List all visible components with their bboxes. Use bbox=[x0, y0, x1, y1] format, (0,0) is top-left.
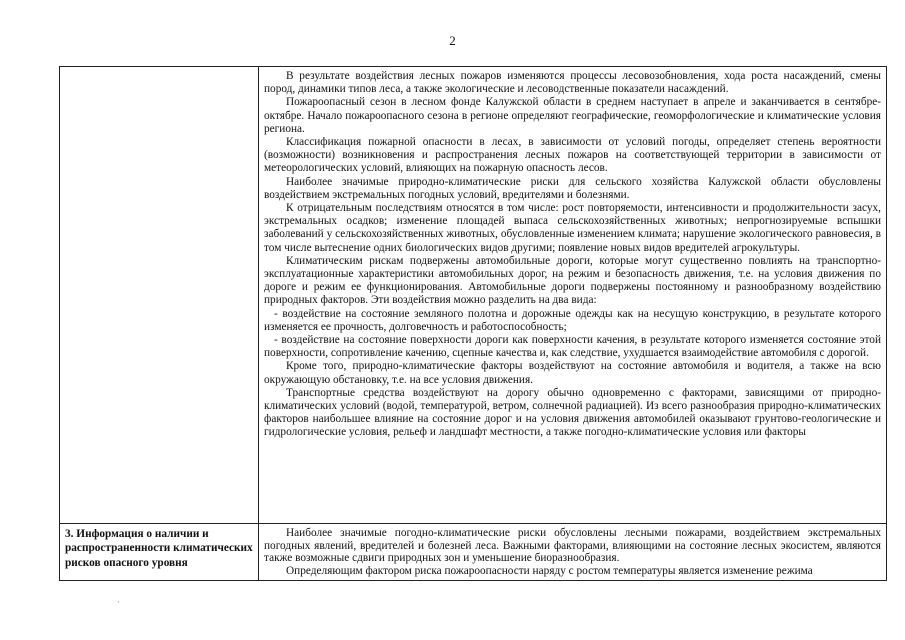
row-content-cell bbox=[259, 67, 887, 524]
row-label-cell bbox=[60, 67, 259, 524]
paragraph: В результате воздействия лесных пожаров изменяются процессы лесовозобновления, хода роста насаждений, смены пород, динамики типов леса, а также экологические и лесоводственные показатели насаждений. bbox=[264, 70, 881, 96]
table-row bbox=[60, 67, 887, 524]
paragraph: Пожароопасный сезон в лесном фонде Калужской области в среднем наступает в апреле и заканчивается в сентябре-октябре. Начало пожароопасного сезона в регионе определяют географические, геоморфологические и климатические условия региона. bbox=[264, 96, 881, 135]
paragraph: Транспортные средства воздействуют на дорогу обычно одновременно с факторами, зависящими от природно-климатических условий (водой, температурой, ветром, солнечной радиацией). Из всего разнообразия природно-климатических факторов наибольшее влияние на состояние дорог и на условия движения автомобилей оказывают грунтово-геологические и гидрологические условия, рельеф и ландшафт местности, а также погодно-климатические условия или факторы bbox=[264, 386, 881, 439]
paragraph: Кроме того, природно-климатические факторы воздействуют на состояние автомобиля и водителя, а также на всю окружающую обстановку, т.е. на все условия движения. bbox=[264, 360, 881, 386]
dash-list-item: - воздействие на состояние поверхности дороги как поверхности качения, в результате которого изменяется состояние этой поверхности, сопротивление качению, сцепные качества и, как следствие, ухудшается взаимодействие автомобиля с дорогой. bbox=[264, 334, 881, 360]
paragraph: Климатическим рискам подвержены автомобильные дороги, которые могут существенно повлиять на транспортно-эксплуатационные характеристики автомобильных дорог, на режим и безопасность движения, т.е. на условия движения по дороге и режим ее функционирования. Автомобильные дороги подвержены постоянному и разнообразному воздействию природных факторов. Эти воздействия можно разделить на два вида: bbox=[264, 254, 881, 307]
paragraph: Определяющим фактором риска пожароопасности наряду с ростом температуры является изменение режима bbox=[286, 564, 813, 577]
paragraph: Наиболее значимые погодно-климатические риски обусловлены лесными пожарами, воздействием экстремальных погодных явлений, вредителей и болезней леса. Важными факторами, влияющими на состояние лесных экосистем, являются также возможные сдвиги природных зон и уменьшение биоразнообразия. bbox=[264, 527, 881, 565]
dash-list-item: - воздействие на состояние земляного полотна и дорожные одежды как на несущую конструкцию, в результате которого изменяется ее прочность, долговечность и работоспособность; bbox=[264, 307, 881, 333]
page-number: 2 bbox=[449, 33, 456, 48]
paragraph: Классификация пожарной опасности в лесах, в зависимости от условий погоды, определяет степень вероятности (возможности) возникновения и распространения лесных пожаров на соответствующей территории в зависимости от метеорологических условий, влияющих на пожарную опасность лесов. bbox=[264, 136, 881, 175]
paragraph: Наиболее значимые природно-климатические риски для сельского хозяйства Калужской области обусловлены воздействием экстремальных погодных условий, вредителями и болезнями. bbox=[264, 175, 881, 201]
paragraph: К отрицательным последствиям относятся в том числе: рост повторяемости, интенсивности и продолжительности засух, экстремальных осадков; изменение площадей выпаса сельскохозяйственных животных; непрогнозируемые вспышки заболеваний у сельскохозяйственных животных, обусловленные изменением климата; нарушение экологического равновесия, в том числе вытеснение одних биологических видов другими; появление новых видов вредителей агрокультуры. bbox=[264, 202, 881, 254]
row-content-cell bbox=[259, 524, 887, 581]
row-label-cell: 3. Информация о наличии и распространенности климатических рисков опасного уровня bbox=[60, 524, 259, 581]
scan-speck: · bbox=[117, 598, 120, 607]
document-table bbox=[59, 66, 887, 581]
table-row bbox=[60, 524, 887, 581]
